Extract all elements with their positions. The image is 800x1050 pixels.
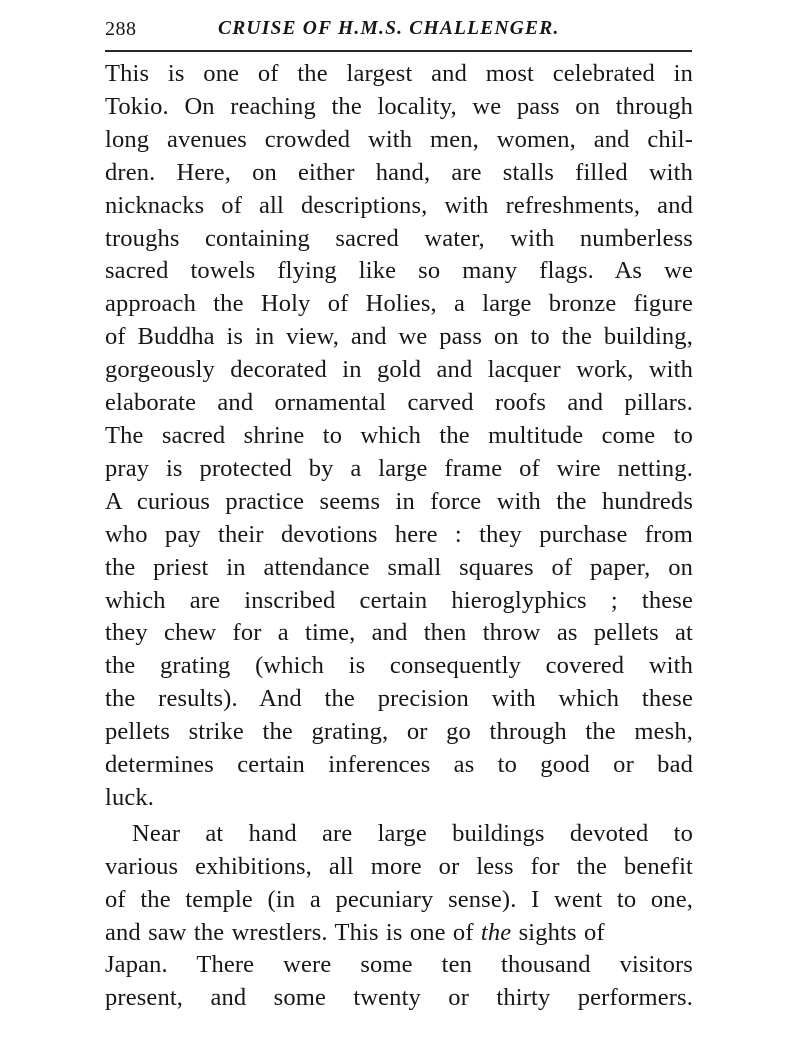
- running-title: CRUISE OF H.M.S. CHALLENGER.: [218, 18, 560, 39]
- text-line: elaborate and ornamental carved roofs and pillars.: [105, 389, 693, 417]
- text-line: various exhibitions, all more or less for the benefit: [105, 852, 693, 880]
- text-segment: and saw the wrestlers. This is one of: [105, 918, 481, 946]
- text-line: troughs containing sacred water, with numberless: [105, 224, 693, 252]
- text-line: gorgeously decorated in gold and lacquer work, with: [105, 356, 693, 384]
- text-line: which are inscribed certain hieroglyphics ; these: [105, 586, 693, 614]
- text-line: pellets strike the grating, or go through the mesh,: [105, 718, 693, 746]
- text-line: they chew for a time, and then throw as pellets at: [105, 619, 693, 647]
- text-line: determines certain inferences as to good or bad: [105, 751, 693, 779]
- text-line: pray is protected by a large frame of wire netting.: [105, 454, 693, 482]
- text-line: luck.: [105, 783, 155, 811]
- text-line: sacred towels flying like so many flags. As we: [105, 257, 693, 285]
- text-line: the grating (which is consequently covered with: [105, 652, 693, 680]
- text-line: of Buddha is in view, and we pass on to the building,: [105, 323, 693, 351]
- text-line: Tokio. On reaching the locality, we pass on through: [105, 92, 693, 120]
- text-line: who pay their devotions here : they purchase from: [105, 520, 693, 548]
- body-text: [105, 58, 693, 1015]
- header-rule: [105, 50, 692, 52]
- text-line: long avenues crowded with men, women, and chil-: [105, 125, 693, 153]
- text-line: of the temple (in a pecuniary sense). I went to one,: [105, 885, 693, 913]
- text-line: Japan. There were some ten thousand visitors: [105, 951, 693, 979]
- text-line: dren. Here, on either hand, are stalls filled with: [105, 158, 693, 186]
- text-line: Near at hand are large buildings devoted to: [132, 819, 693, 847]
- paragraph-2: [105, 818, 693, 1015]
- text-line: approach the Holy of Holies, a large bronze figure: [105, 290, 693, 318]
- text-line-with-emphasis: [105, 917, 693, 950]
- text-line: present, and some twenty or thirty performers.: [105, 984, 693, 1012]
- text-line: the results). And the precision with which these: [105, 685, 693, 713]
- text-line: This is one of the largest and most celebrated in: [105, 60, 693, 87]
- emphasis-text: the: [480, 918, 512, 946]
- paragraph-1: [105, 58, 693, 815]
- text-line: A curious practice seems in force with the hundreds: [105, 487, 693, 515]
- text-line: The sacred shrine to which the multitude come to: [105, 421, 693, 449]
- page-number: 288: [105, 18, 137, 40]
- text-line: the priest in attendance small squares of paper, on: [105, 553, 693, 581]
- text-segment: sights of: [511, 918, 605, 946]
- text-line: nicknacks of all descriptions, with refreshments, and: [105, 191, 693, 219]
- running-head: [105, 16, 692, 50]
